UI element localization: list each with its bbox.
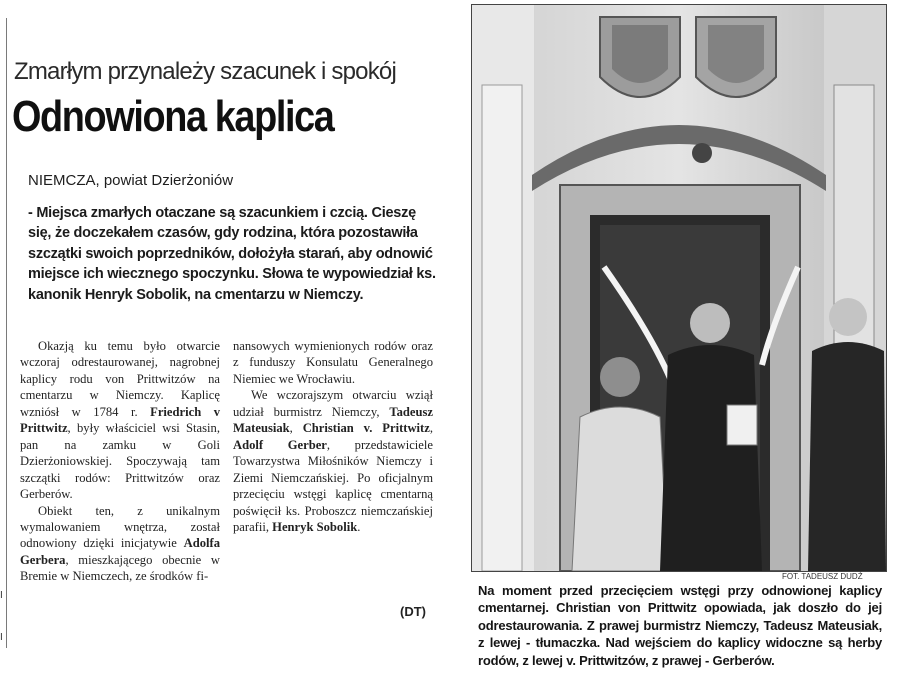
author-signature: (DT): [400, 604, 426, 619]
article-lead: - Miejsca zmarłych otaczane są szacunkiem i czcią. Cieszę się, że doczekałem czasów, gdy rodzina, która pozostawiła szczątki swoich poprzedników, dołożyła starań, aby odnowić miejsce ich wiecznego spoczynku. Słowa te wypowiedział ks. kanonik Henryk Sobolik, na cmentarzu w Niemczy.: [28, 205, 436, 303]
article-dateline: NIEMCZA, powiat Dzierżoniów: [28, 172, 234, 189]
paragraph: Obiekt ten, z unikalnym wymalowaniem wnętrza, został odnowiony dzięki inicjatywie Adolfa Gerbera, mieszkającego obecnie w Bremie w Niemczech, ze środków fi-: [20, 503, 220, 584]
margin-mark: I: [0, 590, 3, 601]
news-photo: [471, 4, 887, 572]
paragraph: We wczorajszym otwarciu wziął udział burmistrz Niemczy, Tadeusz Mateusiak, Christian v. Prittwitz, Adolf Gerber, przedstawiciele Towarzystwa Miłośników Niemczy i Ziemi Niemczańskiej. Po oficjalnym przecięciu wstęgi kaplicę cmentarną poświęcił ks. Proboszcz niemczańskiej parafii, Henryk Sobolik.: [233, 388, 433, 534]
paragraph: nansowych wymienionych rodów oraz z funduszy Konsulatu Generalnego Niemiec we Wrocławiu.: [233, 339, 433, 386]
person-name: Friedrich v Prittwitz: [20, 404, 220, 436]
photo-caption: Na moment przed przecięciem wstęgi przy odnowionej kaplicy cmentarnej. Christian von Prittwitz opowiada, jak doszło do jej odrestaurowania. Z prawej burmistrz Niemczy, Tadeusz Mateusiak, z lewej - tłumaczka. Nad wejściem do kaplicy widoczne są herby rodów, z lewej v. Prittwitzów, z prawej - Gerberów.: [478, 583, 882, 668]
skull-ornament: [692, 143, 712, 163]
person-name: Henryk Sobolik: [272, 519, 358, 534]
paragraph: Okazją ku temu było otwarcie wczoraj odrestaurowanej, nagrobnej kaplicy rodu von Prittwitzów na cmentarzu w Niemczy. Kaplicę wzniósł w 1784 r. Friedrich v Prittwitz, były właściciel wsi Stasin, pan na zamku w Goli Dzierżoniowskiej. Spoczywają tam szczątki rodów: Prittwitzów oraz Gerberów.: [20, 339, 220, 502]
person-name: Adolfa Gerbera: [20, 536, 220, 567]
person-name: Christian v. Prittwitz: [302, 421, 430, 436]
person-name: Adolf Gerber: [233, 437, 327, 452]
chapel-photo-illustration: [472, 5, 886, 571]
margin-mark: I: [0, 632, 3, 643]
person-name: Tadeusz Mateusiak: [233, 404, 433, 436]
article-column-1: [20, 338, 220, 585]
coat-of-arms-prittwitz: [600, 17, 680, 97]
photo-credit: FOT. TADEUSZ DUDŹ: [782, 572, 863, 581]
column-rule: [6, 18, 7, 648]
article-subtitle: Zmarłym przynależy szacunek i spokój: [14, 58, 397, 85]
article-column-2: [233, 338, 433, 535]
article-title: Odnowiona kaplica: [12, 92, 334, 141]
coat-of-arms-gerber: [696, 17, 776, 97]
